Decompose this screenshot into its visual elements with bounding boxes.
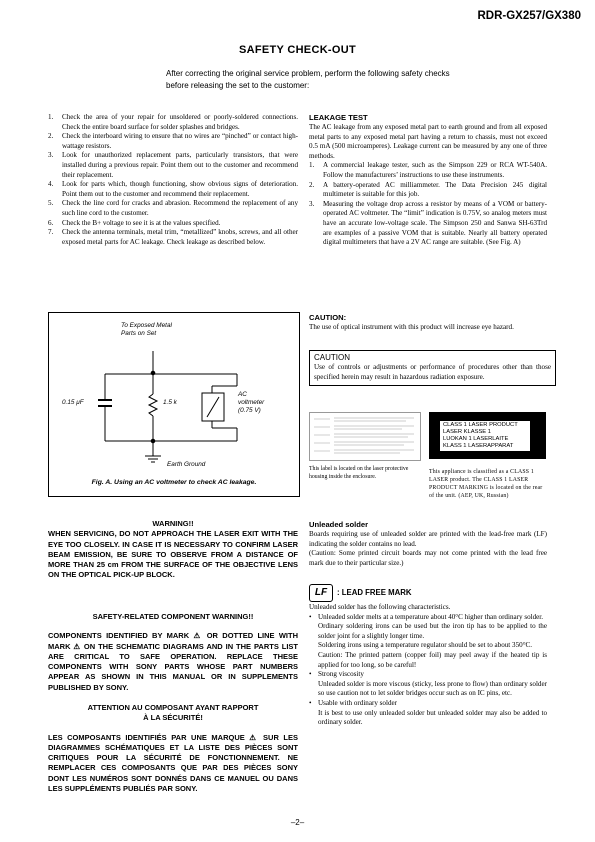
check-item: 2. Check the interboard wiring to ensure that no wires are “pinched” or contact high-wattage resistors. (48, 132, 298, 150)
lead-free-list (309, 613, 547, 728)
lead-free-heading: : LEAD FREE MARK (337, 588, 412, 597)
lead-free-heading-row (309, 584, 547, 602)
safety-body: COMPONENTS IDENTIFIED BY MARK ⚠ OR DOTTED LINE WITH MARK ⚠ ON THE SCHEMATIC DIAGRAMS AND IN THE PARTS LIST ARE CRITICAL TO SAFE OPERATION. REPLACE THESE COMPONENTS WITH SONY PARTS WHOSE PART NUMBERS APPEAR AS SHOWN IN THIS MANUAL OR IN SUPPLEMENTS PUBLISHED BY SONY. (48, 631, 298, 692)
leakage-body: The AC leakage from any exposed metal part to earth ground and from all exposed metal parts to any exposed metal part having a return to chassis, must not exceed 0.5 mA (500 microamperes). Leakage current can be measured by any one of three methods. (309, 123, 547, 160)
lead-free-item: • Unleaded solder melts at a temperature about 40°C higher than ordinary solder. Ordinary soldering irons can be used but the iron tip has to be applied to the solder joint for a slightly longer time. Soldering irons using a temperature regulator should be set to about 350°C. Caution: The printed pattern (copper foil) may peel away if the heated tip is applied for too long, so be careful! (309, 612, 547, 669)
model-number: RDR-GX257/GX380 (477, 10, 581, 22)
unleaded-caution: (Caution: Some printed circuit boards may not come printed with the lead free mark due to their particular size.) (309, 549, 547, 567)
lead-free-item: • Usable with ordinary solder It is best to use only unleaded solder but unleaded solder may also be added to ordinary solder. (309, 698, 547, 727)
caution-box-body: Use of controls or adjustments or performance of procedures other than those specified herein may result in hazardous radiation exposure. (314, 363, 551, 381)
caution-heading: CAUTION: (309, 313, 347, 322)
check-item: 5. Check the line cord for cracks and abrasion. Recommend the replacement of any such line cord to the customer. (48, 199, 298, 217)
resistor-label: 1.5 k (163, 399, 177, 406)
leakage-heading: LEAKAGE TEST (309, 113, 368, 122)
caution-body: The use of optical instrument with this product will increase eye hazard. (309, 323, 514, 331)
right-label-caption: This appliance is classified as a CLASS 1 LASER product. The CLASS 1 LASER PRODUCT MARKING is located on the rear of the unit. (AEP, UK, Russian) (429, 469, 543, 499)
check-item: 4. Look for parts which, though functioning, show obvious signs of deterioration. Point them out to the customer and recommend their replacement. (48, 180, 298, 198)
lead-free-item: • Strong viscosity Unleaded solder is more viscous (sticky, less prone to flow) than ordinary solder so use caution not to let solder bridges occur such as on IC pins, etc. (309, 670, 547, 698)
check-item: 6. Check the B+ voltage to see it is at the values specified. (48, 218, 221, 227)
leakage-methods (309, 161, 547, 247)
left-label-caption: This label is located on the laser protective housing inside the enclosure. (309, 466, 409, 480)
method-item: 3. Measuring the voltage drop across a resistor by means of a VOM or battery-operated AC voltmeter. The “limit” indication is 0.75V, so analog meters must have an accurate low-voltage scale. The Simpson 250 and Sanwa SH-63Trd are examples of a passive VOM that is suitable. Nearly all battery operated digital multimeters that have a 2V AC range are suitable. (See Fig. A) (309, 199, 547, 247)
leakage-test (309, 113, 547, 248)
attention-body: LES COMPOSANTS IDENTIFIÉS PAR UNE MARQUE ⚠ SUR LES DIAGRAMMES SCHÉMATIQUES ET LA LISTE DES PIÈCES SONT CRITIQUES POUR LA SÉCURITÉ DE FONCTIONNEMENT. NE REMPLACER CES COMPOSANTS QUE PAR DES PIÈCES SONY DONT LES NUMÉROS SONT DONNÉS DANS CE MANUEL OU DANS LES SUPPLÉMENTS PUBLIÉS PAR SONY. (48, 732, 298, 794)
warning-section (48, 519, 298, 581)
warning-body: WHEN SERVICING, DO NOT APPROACH THE LASER EXIT WITH THE EYE TOO CLOSELY. IN CASE IT IS NECESSARY TO CONFIRM LASER BEAM EMISSION, BE SURE TO OBSERVE FROM A DISTANCE OF MORE THAN 25 cm FROM THE SURFACE OF THE OBJECTIVE LENS ON THE OPTICAL PICK-UP BLOCK. (48, 529, 298, 580)
lead-free-logo-icon: LF (309, 584, 333, 602)
laser-warning-label (309, 412, 421, 461)
voltmeter-label: AC voltmeter (0.75 V) (238, 391, 265, 414)
lead-free-intro: Unleaded solder has the following characteristics. (309, 603, 451, 611)
lead-free-section (309, 603, 547, 728)
figure-caption: Fig. A. Using an AC voltmeter to check AC leakage. (91, 479, 257, 486)
intro-text: After correcting the original service problem, perform the following safety checks before releasing the set to the customer: (166, 69, 450, 90)
label-text-lines (310, 413, 420, 460)
page-title: SAFETY CHECK-OUT (238, 44, 357, 56)
method-item: 1. A commercial leakage tester, such as the Simpson 229 or RCA WT-540A. Follow the manufacturers’ instructions to use these instruments. (309, 161, 547, 179)
unleaded-body: Boards requiring use of unleaded solder are printed with the lead-free mark (LF) indicating the solder contains no lead. (309, 530, 547, 548)
unleaded-section (309, 520, 547, 568)
class1-laser-label (429, 412, 546, 459)
method-item: 2. A battery-operated AC milliammeter. The Data Precision 245 digital multimeter is suitable for this job. (309, 180, 547, 199)
attention-heading-2: À LA SÉCURITÉ! (143, 713, 203, 723)
page-number: –2– (290, 818, 305, 827)
attention-section (48, 703, 298, 794)
caution-section (309, 313, 547, 333)
ground-label: Earth Ground (167, 461, 206, 468)
caution-box-title: CAUTION (314, 353, 350, 362)
capacitor-label: 0.15 μF (62, 399, 84, 406)
warning-heading: WARNING!! (152, 519, 194, 528)
safety-component-section (48, 612, 298, 693)
unleaded-heading: Unleaded solder (309, 520, 369, 529)
figure-a (48, 312, 300, 497)
check-item: 1. Check the area of your repair for unsoldered or poorly-soldered connections. Check the entire board surface for solder splashes and bridges. (48, 113, 298, 131)
probe-label: To Exposed Metal Parts on Set (121, 322, 172, 337)
safety-checks (48, 113, 298, 247)
class1-text-block: CLASS 1 LASER PRODUCT LASER KLASSE 1 LUOKAN 1 LASERLAITE KLASS 1 LASERAPPARAT (440, 421, 530, 451)
check-item: 3. Look for unauthorized replacement parts, particularly transistors, that were installed during a previous repair. Point them out to the customer and recommend their replacement. (48, 151, 298, 179)
check-item: 7. Check the antenna terminals, metal trim, “metallized” knobs, screws, and all other exposed metal parts for AC leakage. Check leakage as described below. (48, 228, 298, 246)
safety-heading: SAFETY-RELATED COMPONENT WARNING!! (92, 612, 254, 621)
checks-list (48, 113, 298, 247)
caution-box (309, 350, 556, 386)
attention-heading-1: ATTENTION AU COMPOSANT AYANT RAPPORT (87, 703, 259, 712)
